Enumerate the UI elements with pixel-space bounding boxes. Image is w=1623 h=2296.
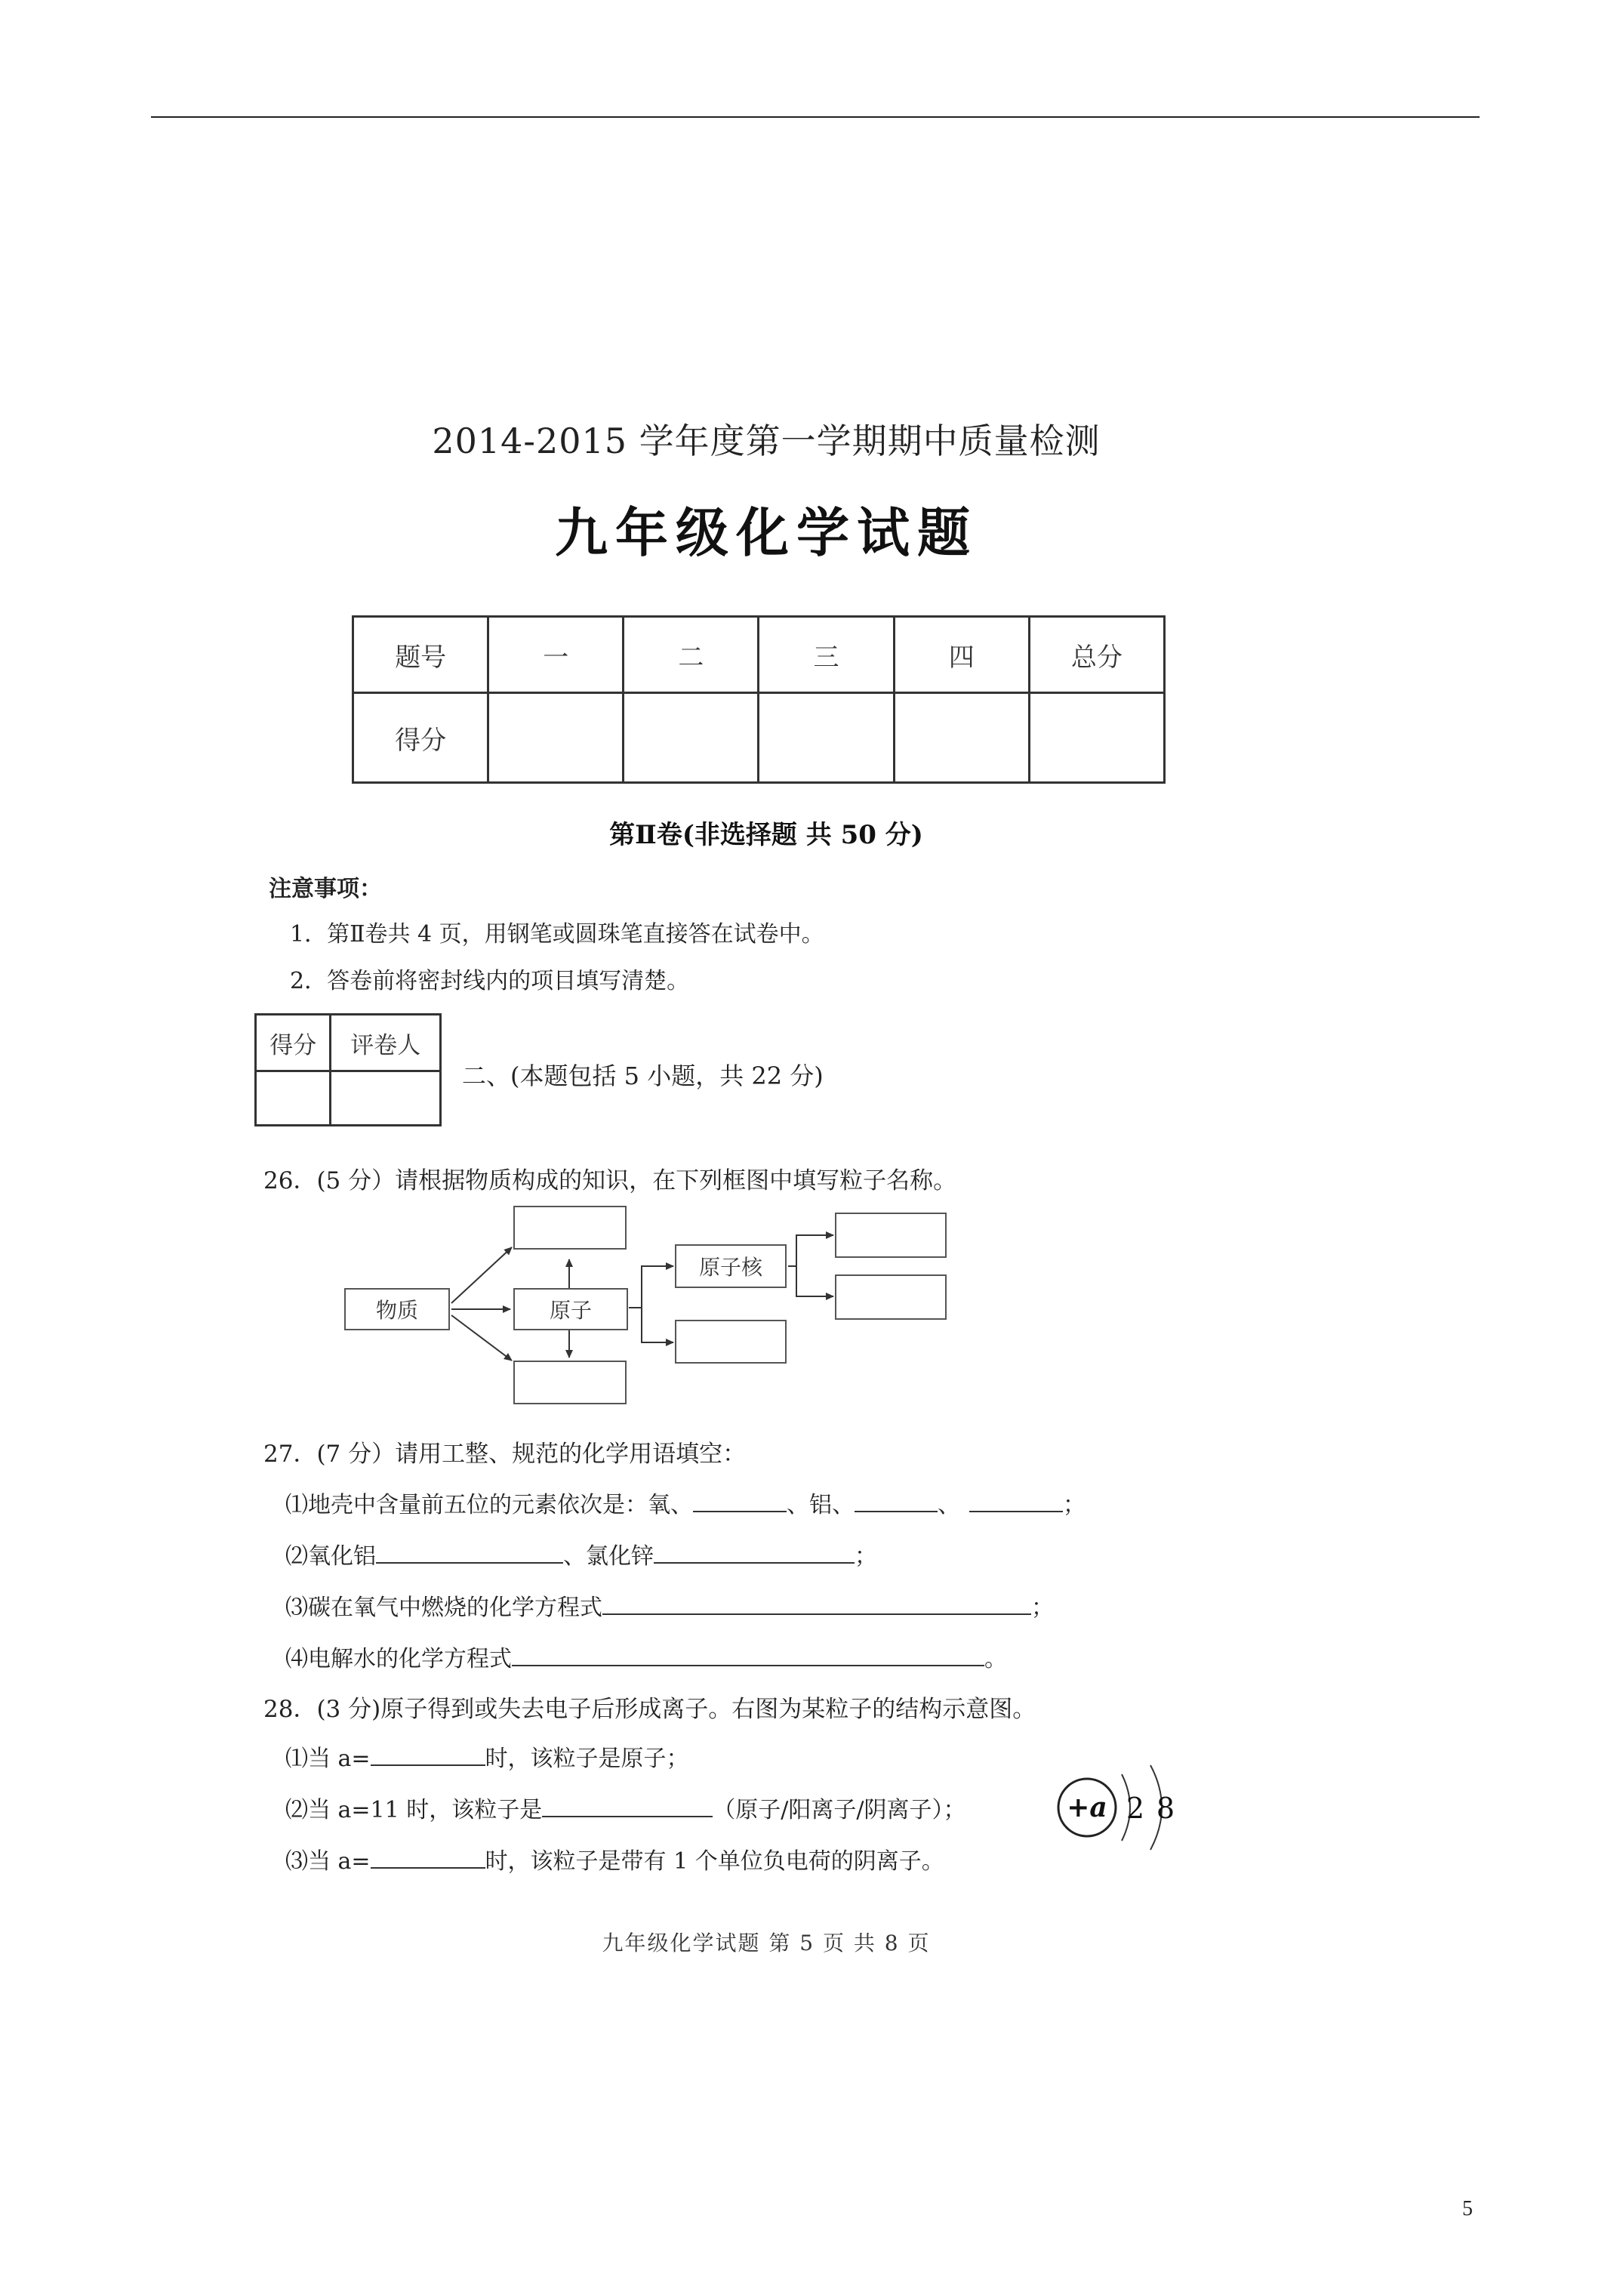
q26-answer-box-1[interactable]: [513, 1206, 627, 1250]
q26-stem: 26．(5 分）请根据物质构成的知识，在下列框图中填写粒子名称。: [263, 1167, 957, 1194]
q28-stem: 28．(3 分)原子得到或失去电子后形成离子。右图为某粒子的结构示意图。: [263, 1696, 1036, 1723]
q26-substance-box: 物质: [344, 1288, 450, 1330]
q27-line4-end: 。: [984, 1646, 1007, 1672]
grader-name-label: 评卷人: [331, 1015, 441, 1071]
q28-blank-2[interactable]: [542, 1795, 713, 1817]
q28-line-2: [285, 1791, 966, 1824]
q27-blank-5[interactable]: [654, 1541, 855, 1564]
q28-line3-end: 时，该粒子是带有 1 个单位负电荷的阴离子。: [485, 1848, 944, 1875]
q28-line-3: [285, 1842, 944, 1875]
score-cell-q2: 二: [624, 617, 759, 693]
q28-line2-end: （原子/阳离子/阴离子）；: [713, 1797, 966, 1823]
q28-line1-prefix: ⑴当 a=: [285, 1746, 371, 1772]
grader-score-label: 得分: [256, 1015, 331, 1071]
exam-title: 九年级化学试题: [555, 501, 978, 564]
q28-line3-prefix: ⑶当 a=: [285, 1848, 371, 1875]
q28-line-1: [285, 1740, 689, 1773]
q27-line-1: [285, 1486, 1086, 1519]
nucleus-charge-label: +a: [1067, 1792, 1107, 1823]
q27-line-2: [285, 1537, 877, 1570]
q27-line1-mid2: 、: [938, 1492, 960, 1518]
q27-line2-end: ；: [855, 1543, 877, 1570]
q28-line2-prefix: ⑵当 a=11 时，该粒子是: [285, 1797, 543, 1823]
q27-line2-prefix: ⑵氧化铝: [285, 1543, 376, 1570]
score-cell-q4: 四: [894, 617, 1029, 693]
q27-line4-prefix: ⑷电解水的化学方程式: [285, 1646, 512, 1672]
q27-blank-3[interactable]: [969, 1490, 1063, 1512]
q27-line1-prefix: ⑴地壳中含量前五位的元素依次是：氧、: [285, 1492, 693, 1518]
notice-item: 2．答卷前将密封线内的项目填写清楚。: [290, 968, 690, 994]
q26-atom-box: 原子: [513, 1288, 628, 1330]
q26-answer-box-5[interactable]: [835, 1274, 947, 1320]
q27-line3-end: ；: [1031, 1595, 1054, 1621]
score-cell-label: 题号: [353, 617, 488, 693]
page-footer: 九年级化学试题 第 5 页 共 8 页: [602, 1931, 931, 1955]
shell-1-electrons: 2: [1126, 1792, 1145, 1825]
notice-item: 1．第Ⅱ卷共 4 页，用钢笔或圆珠笔直接答在试卷中。: [290, 921, 824, 948]
score-row-label: 得分: [353, 693, 488, 783]
page-number: 5: [1462, 2197, 1473, 2220]
score-cell-total: 总分: [1029, 617, 1164, 693]
notice-title: 注意事项：: [269, 876, 382, 902]
q28-blank-3[interactable]: [371, 1846, 485, 1869]
score-cell-q1: 一: [488, 617, 624, 693]
score-cell-q3: 三: [759, 617, 894, 693]
q27-stem: 27．(7 分）请用工整、规范的化学用语填空：: [263, 1441, 747, 1468]
q28-blank-1[interactable]: [371, 1743, 485, 1766]
q27-blank-7[interactable]: [512, 1644, 984, 1666]
shell-2-electrons: 8: [1156, 1792, 1175, 1825]
q26-answer-box-3[interactable]: [675, 1320, 787, 1364]
q26-answer-box-4[interactable]: [835, 1213, 947, 1258]
part2-title: 二、(本题包括 5 小题，共 22 分): [462, 1062, 824, 1090]
q27-blank-4[interactable]: [376, 1541, 563, 1564]
q27-line-3: [285, 1589, 1054, 1622]
q27-line1-mid1: 、铝、: [787, 1492, 855, 1518]
q27-line2-mid: 、氯化锌: [563, 1543, 654, 1570]
q27-line1-end: ；: [1063, 1492, 1086, 1518]
q27-line-4: [285, 1640, 1007, 1673]
q27-blank-6[interactable]: [602, 1592, 1031, 1615]
q26-answer-box-2[interactable]: [513, 1361, 627, 1404]
exam-subtitle: 2014-2015 学年度第一学期期中质量检测: [432, 421, 1101, 461]
section-title: 第Ⅱ卷(非选择题 共 50 分): [609, 820, 923, 850]
q28-line1-end: 时，该粒子是原子；: [485, 1746, 689, 1772]
q27-blank-2[interactable]: [855, 1490, 938, 1512]
q27-line3-prefix: ⑶碳在氧气中燃烧的化学方程式: [285, 1595, 602, 1621]
q27-blank-1[interactable]: [693, 1490, 787, 1512]
q26-nucleus-box: 原子核: [675, 1244, 787, 1288]
atom-structure-diagram: [1049, 1759, 1200, 1865]
